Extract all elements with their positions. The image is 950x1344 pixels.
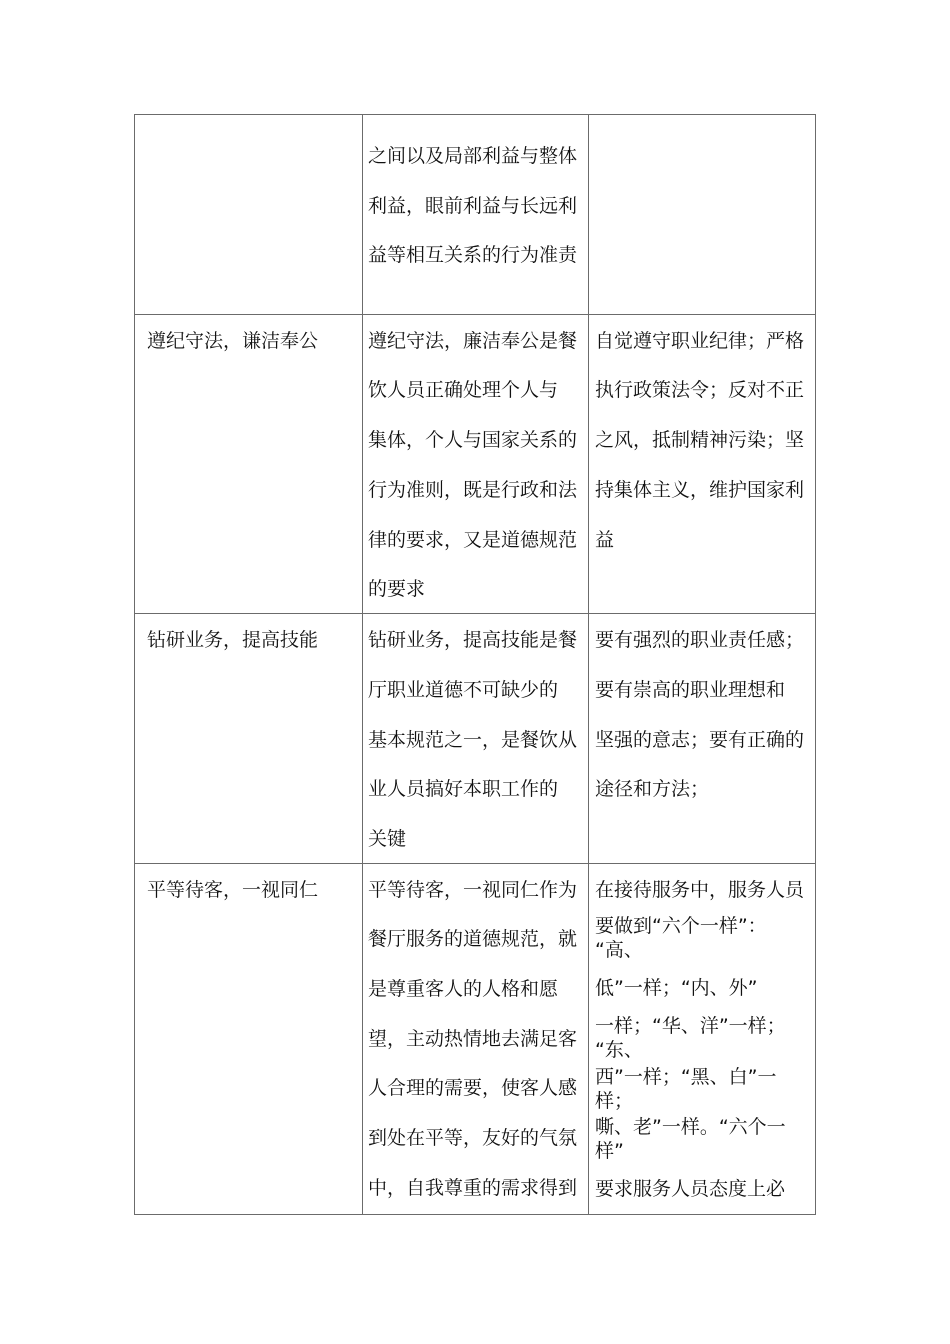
cell-line: 人合理的需要，使客人感 [368,1077,578,1099]
cell-line: 之间以及局部利益与整体 [368,145,578,167]
row-divider [134,613,816,614]
column-divider [588,114,589,1215]
cell-line: 要求服务人员态度上必 [595,1178,786,1200]
cell-line: 集体，个人与国家关系的 [368,429,578,451]
cell-line: 平等待客，一视同仁作为 [368,879,578,901]
table-border-top [134,114,816,115]
cell-line: 执行政策法令；反对不正 [595,379,805,401]
table-border-right [815,114,816,1215]
row-divider [134,314,816,315]
cell-line: 要做到“六个一样”： [595,915,767,937]
cell-line: 遵纪守法，廉洁奉公是餐 [368,330,578,352]
cell-line: 坚强的意志；要有正确的 [595,729,805,751]
row-divider [134,863,816,864]
table-border-left [134,114,135,1215]
cell-line: 样； [595,1090,634,1112]
cell-line: 中，自我尊重的需求得到 [368,1177,578,1199]
cell-line: 钻研业务，提高技能 [147,629,319,651]
cell-line: 遵纪守法，谦洁奉公 [147,330,319,352]
cell-line: 利益，眼前利益与长远利 [368,195,578,217]
cell-line: 到处在平等，友好的气氛 [368,1127,578,1149]
cell-line: 益等相互关系的行为准责 [368,244,578,266]
cell-line: 平等待客，一视同仁 [147,879,319,901]
table-border-bottom [134,1214,816,1215]
cell-line: 样” [595,1140,624,1162]
cell-line: 餐厅服务的道德规范，就 [368,928,578,950]
cell-line: 饮人员正确处理个人与 [368,379,559,401]
cell-line: 业人员搞好本职工作的 [368,778,559,800]
cell-line: 西”一样；“黑、白”一 [595,1066,777,1088]
cell-line: 要有崇高的职业理想和 [595,679,786,701]
cell-line: 望，主动热情地去满足客 [368,1028,578,1050]
ethics-table [134,114,816,1215]
cell-line: 之风，抵制精神污染；坚 [595,429,805,451]
cell-line: 持集体主义，维护国家利 [595,479,805,501]
cell-line: 益 [595,529,615,551]
cell-line: 行为准则，既是行政和法 [368,479,578,501]
cell-line: 关键 [368,828,407,850]
cell-line: 是尊重客人的人格和愿 [368,978,559,1000]
cell-line: 基本规范之一，是餐饮从 [368,729,578,751]
cell-line: 律的要求，又是道德规范 [368,529,578,551]
cell-line: “高、 [595,939,643,961]
cell-line: 的要求 [368,578,426,600]
column-divider [362,114,363,1215]
cell-line: 一样；“华、洋”一样； [595,1015,786,1037]
cell-line: 在接待服务中，服务人员 [595,879,805,901]
cell-line: 钻研业务，提高技能是餐 [368,629,578,651]
cell-line: 途径和方法； [595,778,710,800]
cell-line: “东、 [595,1039,643,1061]
cell-line: 嘶、老”一样。“六个一 [595,1116,786,1138]
cell-line: 自觉遵守职业纪律；严格 [595,330,805,352]
cell-line: 厅职业道德不可缺少的 [368,679,559,701]
cell-line: 低”一样；“内、外” [595,977,758,999]
cell-line: 要有强烈的职业责任感； [595,629,805,651]
